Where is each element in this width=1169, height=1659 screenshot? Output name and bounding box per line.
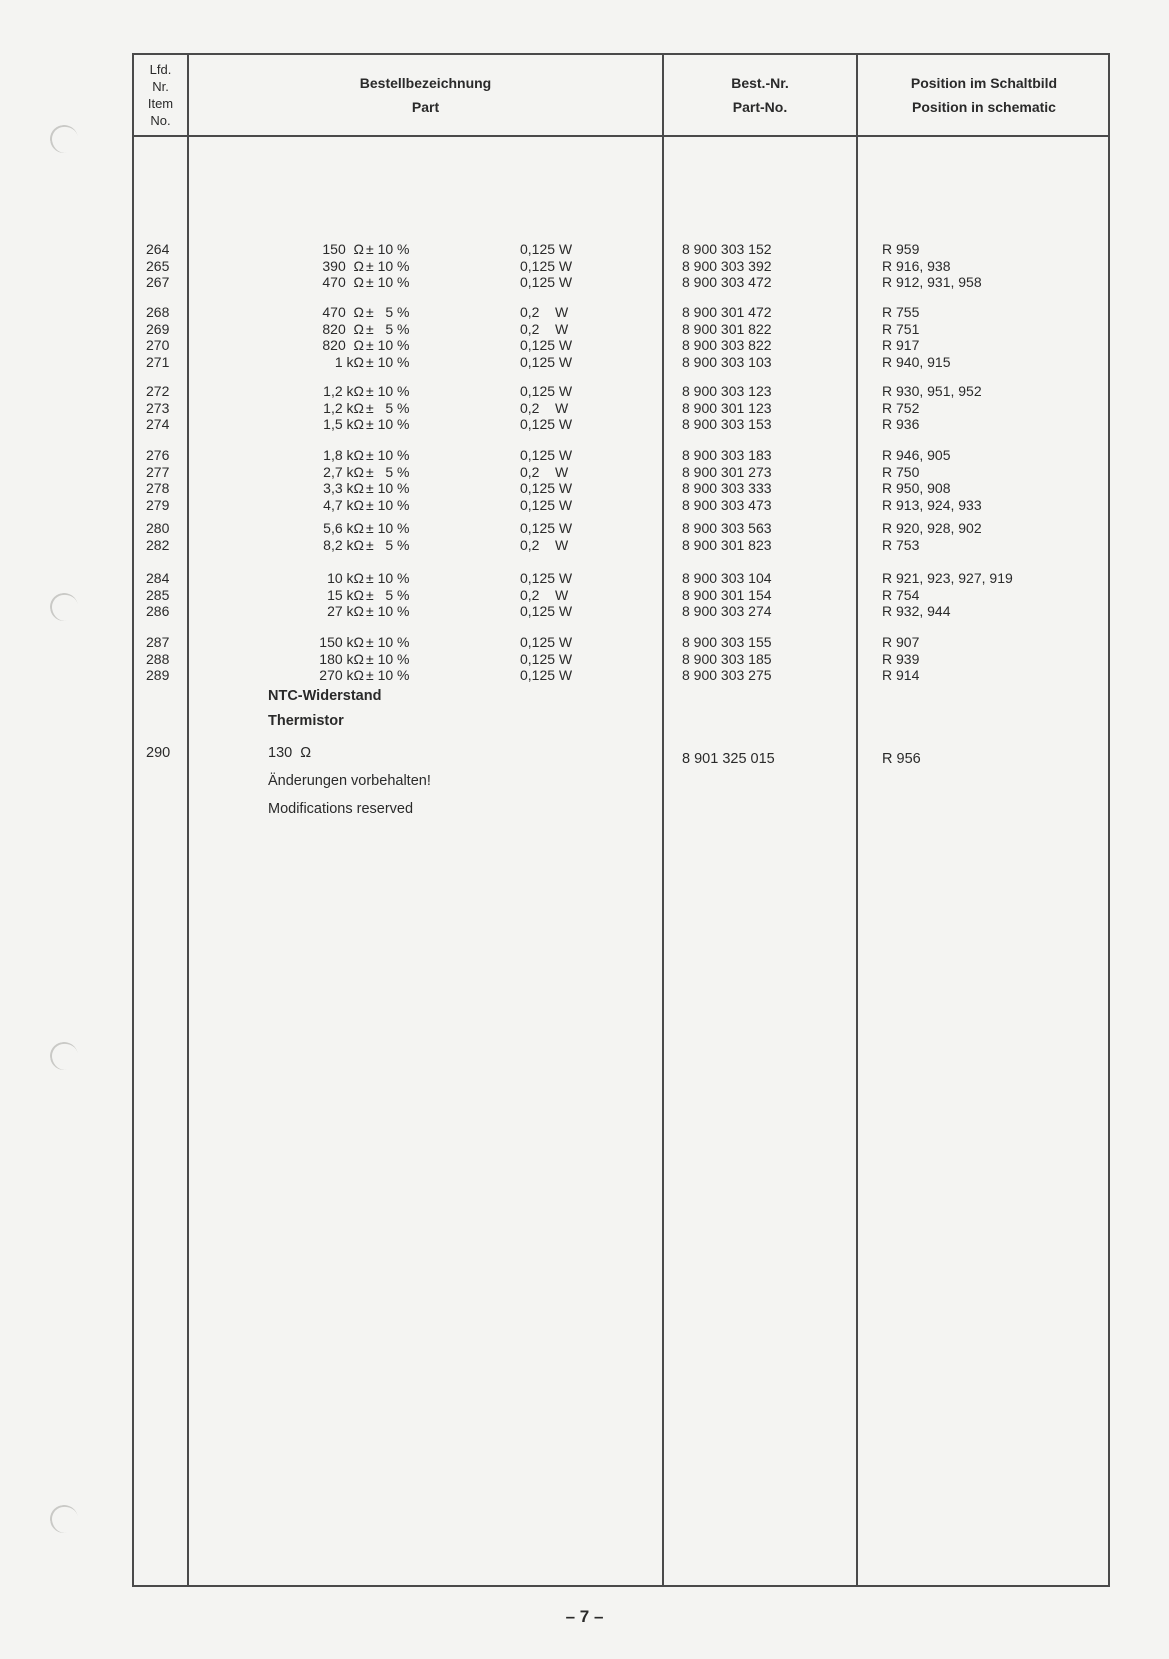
part-number: 8 900 303 333 bbox=[682, 480, 772, 497]
header-part-en: Part bbox=[411, 99, 440, 115]
part-number: 8 900 301 822 bbox=[682, 320, 772, 337]
table-row bbox=[134, 480, 1108, 497]
tolerance: ± 5 % bbox=[366, 463, 410, 480]
schematic-position: R 920, 928, 902 bbox=[882, 520, 982, 536]
parts-table bbox=[132, 53, 1110, 1587]
table-row bbox=[134, 651, 1108, 668]
punch-hole bbox=[48, 591, 80, 623]
wattage: 0,125 W bbox=[520, 603, 573, 620]
tolerance: ± 10 % bbox=[366, 274, 410, 291]
table-row bbox=[134, 634, 1108, 651]
row-group bbox=[134, 570, 1108, 620]
table-row bbox=[134, 603, 1108, 620]
table-row bbox=[134, 537, 1108, 554]
tolerance: ± 10 % bbox=[366, 257, 410, 274]
resistance-value: 15 kΩ bbox=[327, 586, 364, 603]
wattage: 0,2 W bbox=[520, 463, 569, 480]
punch-hole bbox=[48, 1503, 80, 1535]
wattage: 0,125 W bbox=[520, 416, 573, 433]
tolerance: ± 10 % bbox=[366, 337, 410, 354]
resistance-value: 2,7 kΩ bbox=[323, 463, 364, 480]
schematic-position: R 755 bbox=[882, 304, 920, 320]
table-row bbox=[134, 667, 1108, 684]
table-row bbox=[134, 497, 1108, 514]
wattage: 0,125 W bbox=[520, 257, 573, 274]
item-no: 265 bbox=[146, 257, 170, 274]
table-row bbox=[134, 447, 1108, 464]
part-number: 8 900 303 275 bbox=[682, 667, 772, 684]
resistance-value: 5,6 kΩ bbox=[323, 520, 364, 536]
schematic-position: R 936 bbox=[882, 416, 920, 433]
part-number: 8 900 303 123 bbox=[682, 383, 772, 399]
part-number: 8 900 303 473 bbox=[682, 496, 772, 513]
wattage: 0,125 W bbox=[520, 383, 573, 399]
table-row bbox=[134, 258, 1108, 275]
tolerance: ± 5 % bbox=[366, 304, 410, 320]
ntc-position: R 956 bbox=[882, 751, 921, 767]
tolerance: ± 5 % bbox=[366, 536, 410, 553]
resistance-value: 3,3 kΩ bbox=[323, 480, 364, 497]
resistance-value: 150 Ω bbox=[322, 241, 364, 257]
table-row bbox=[134, 383, 1108, 400]
schematic-position: R 940, 915 bbox=[882, 353, 951, 370]
item-no: 279 bbox=[146, 496, 170, 513]
tolerance: ± 10 % bbox=[366, 520, 410, 536]
part-number: 8 900 303 274 bbox=[682, 603, 772, 620]
item-no: 269 bbox=[146, 320, 170, 337]
schematic-position: R 939 bbox=[882, 650, 920, 667]
wattage: 0,125 W bbox=[520, 520, 573, 536]
part-number: 8 900 303 563 bbox=[682, 520, 772, 536]
resistance-value: 180 kΩ bbox=[319, 650, 364, 667]
wattage: 0,125 W bbox=[520, 650, 573, 667]
header-lfd-line: No. bbox=[150, 113, 171, 128]
schematic-position: R 932, 944 bbox=[882, 603, 951, 620]
part-number: 8 900 303 183 bbox=[682, 447, 772, 463]
item-no: 287 bbox=[146, 634, 170, 650]
table-row bbox=[134, 587, 1108, 604]
table-row bbox=[134, 337, 1108, 354]
resistance-value: 470 Ω bbox=[322, 274, 364, 291]
header-part-de: Bestellbezeichnung bbox=[359, 75, 492, 91]
header-part-no bbox=[664, 55, 856, 135]
header-item-no bbox=[134, 55, 187, 135]
tolerance: ± 10 % bbox=[366, 416, 410, 433]
wattage: 0,2 W bbox=[520, 399, 569, 416]
wattage: 0,125 W bbox=[520, 337, 573, 354]
table-row bbox=[134, 354, 1108, 371]
schematic-position: R 752 bbox=[882, 399, 920, 416]
item-no: 285 bbox=[146, 586, 170, 603]
row-group bbox=[134, 520, 1108, 553]
tolerance: ± 10 % bbox=[366, 496, 410, 513]
tolerance: ± 10 % bbox=[366, 650, 410, 667]
part-number: 8 900 303 472 bbox=[682, 274, 772, 291]
resistance-value: 470 Ω bbox=[322, 304, 364, 320]
schematic-position: R 946, 905 bbox=[882, 447, 951, 463]
header-pos-en: Position in schematic bbox=[912, 99, 1056, 115]
wattage: 0,125 W bbox=[520, 241, 573, 257]
item-no: 271 bbox=[146, 353, 170, 370]
table-row bbox=[134, 400, 1108, 417]
schematic-position: R 907 bbox=[882, 634, 920, 650]
schematic-position: R 921, 923, 927, 919 bbox=[882, 570, 1013, 586]
punch-hole bbox=[48, 1040, 80, 1072]
row-group bbox=[134, 383, 1108, 433]
note-en: Modifications reserved bbox=[268, 801, 414, 817]
part-number: 8 900 303 153 bbox=[682, 416, 772, 433]
table-body bbox=[134, 137, 1108, 1585]
row-group bbox=[134, 634, 1108, 684]
wattage: 0,2 W bbox=[520, 586, 569, 603]
header-lfd-line: Item bbox=[147, 96, 174, 111]
part-number: 8 900 301 273 bbox=[682, 463, 772, 480]
ntc-item: 290 bbox=[146, 745, 171, 761]
ntc-part-no: 8 901 325 015 bbox=[682, 751, 775, 767]
wattage: 0,125 W bbox=[520, 480, 573, 497]
wattage: 0,125 W bbox=[520, 496, 573, 513]
resistance-value: 270 kΩ bbox=[319, 667, 364, 684]
item-no: 277 bbox=[146, 463, 170, 480]
item-no: 276 bbox=[146, 447, 170, 463]
wattage: 0,125 W bbox=[520, 353, 573, 370]
item-no: 267 bbox=[146, 274, 170, 291]
part-number: 8 900 303 152 bbox=[682, 241, 772, 257]
row-group bbox=[134, 304, 1108, 370]
item-no: 286 bbox=[146, 603, 170, 620]
table-row bbox=[134, 416, 1108, 433]
resistance-value: 1 kΩ bbox=[334, 353, 364, 370]
tolerance: ± 10 % bbox=[366, 667, 410, 684]
part-number: 8 900 303 185 bbox=[682, 650, 772, 667]
table-row bbox=[134, 274, 1108, 291]
page-number: – 7 – bbox=[565, 1607, 604, 1626]
schematic-position: R 914 bbox=[882, 667, 920, 684]
item-no: 270 bbox=[146, 337, 170, 354]
schematic-position: R 912, 931, 958 bbox=[882, 274, 982, 291]
part-number: 8 900 303 155 bbox=[682, 634, 772, 650]
schematic-position: R 930, 951, 952 bbox=[882, 383, 982, 399]
item-no: 274 bbox=[146, 416, 170, 433]
tolerance: ± 10 % bbox=[366, 570, 410, 586]
resistance-value: 1,2 kΩ bbox=[323, 399, 364, 416]
header-position bbox=[858, 55, 1110, 135]
row-group bbox=[134, 447, 1108, 513]
item-no: 289 bbox=[146, 667, 170, 684]
punch-hole bbox=[48, 123, 80, 155]
resistance-value: 8,2 kΩ bbox=[323, 536, 364, 553]
header-pos-de: Position im Schaltbild bbox=[910, 75, 1058, 91]
part-number: 8 900 303 822 bbox=[682, 337, 772, 354]
schematic-position: R 913, 924, 933 bbox=[882, 496, 982, 513]
tolerance: ± 10 % bbox=[366, 447, 410, 463]
part-number: 8 900 301 154 bbox=[682, 586, 772, 603]
item-no: 280 bbox=[146, 520, 170, 536]
wattage: 0,125 W bbox=[520, 667, 573, 684]
wattage: 0,125 W bbox=[520, 274, 573, 291]
resistance-value: 150 kΩ bbox=[319, 634, 364, 650]
part-number: 8 900 303 104 bbox=[682, 570, 772, 586]
wattage: 0,2 W bbox=[520, 304, 569, 320]
tolerance: ± 10 % bbox=[366, 634, 410, 650]
schematic-position: R 916, 938 bbox=[882, 257, 951, 274]
item-no: 272 bbox=[146, 383, 170, 399]
wattage: 0,125 W bbox=[520, 447, 573, 463]
header-lfd-line: Nr. bbox=[152, 79, 169, 94]
ntc-value: 130 Ω bbox=[268, 745, 312, 761]
resistance-value: 4,7 kΩ bbox=[323, 496, 364, 513]
table-row bbox=[134, 570, 1108, 587]
tolerance: ± 10 % bbox=[366, 480, 410, 497]
wattage: 0,2 W bbox=[520, 536, 569, 553]
header-partno-en: Part-No. bbox=[732, 99, 788, 115]
resistance-value: 390 Ω bbox=[322, 257, 364, 274]
table-row bbox=[134, 520, 1108, 537]
tolerance: ± 5 % bbox=[366, 320, 410, 337]
part-number: 8 900 301 472 bbox=[682, 304, 772, 320]
header-partno-de: Best.-Nr. bbox=[731, 75, 789, 91]
resistance-value: 1,8 kΩ bbox=[323, 447, 364, 463]
wattage: 0,125 W bbox=[520, 570, 573, 586]
item-no: 268 bbox=[146, 304, 170, 320]
resistance-value: 1,5 kΩ bbox=[323, 416, 364, 433]
table-row bbox=[134, 241, 1108, 258]
resistance-value: 1,2 kΩ bbox=[323, 383, 364, 399]
part-number: 8 900 303 392 bbox=[682, 257, 772, 274]
resistance-value: 820 Ω bbox=[322, 337, 364, 354]
schematic-position: R 950, 908 bbox=[882, 480, 951, 497]
note-de: Änderungen vorbehalten! bbox=[268, 773, 431, 789]
tolerance: ± 5 % bbox=[366, 586, 410, 603]
header-lfd-line: Lfd. bbox=[149, 62, 172, 77]
tolerance: ± 10 % bbox=[366, 353, 410, 370]
tolerance: ± 10 % bbox=[366, 383, 410, 399]
table-row bbox=[134, 321, 1108, 338]
item-no: 273 bbox=[146, 399, 170, 416]
table-row bbox=[134, 304, 1108, 321]
table-row bbox=[134, 464, 1108, 481]
ntc-title-de: NTC-Widerstand bbox=[268, 688, 382, 704]
ntc-title-en: Thermistor bbox=[268, 713, 344, 729]
resistance-value: 10 kΩ bbox=[327, 570, 364, 586]
tolerance: ± 5 % bbox=[366, 399, 410, 416]
tolerance: ± 10 % bbox=[366, 603, 410, 620]
resistance-value: 27 kΩ bbox=[327, 603, 364, 620]
row-group bbox=[134, 241, 1108, 291]
item-no: 288 bbox=[146, 650, 170, 667]
schematic-position: R 751 bbox=[882, 320, 920, 337]
header-part bbox=[189, 55, 662, 135]
item-no: 284 bbox=[146, 570, 170, 586]
schematic-position: R 753 bbox=[882, 536, 920, 553]
item-no: 282 bbox=[146, 536, 170, 553]
schematic-position: R 754 bbox=[882, 586, 920, 603]
tolerance: ± 10 % bbox=[366, 241, 410, 257]
part-number: 8 900 301 823 bbox=[682, 536, 772, 553]
part-number: 8 900 301 123 bbox=[682, 399, 772, 416]
part-number: 8 900 303 103 bbox=[682, 353, 772, 370]
resistance-value: 820 Ω bbox=[322, 320, 364, 337]
schematic-position: R 917 bbox=[882, 337, 920, 354]
wattage: 0,125 W bbox=[520, 634, 573, 650]
schematic-position: R 959 bbox=[882, 241, 920, 257]
item-no: 278 bbox=[146, 480, 170, 497]
schematic-position: R 750 bbox=[882, 463, 920, 480]
wattage: 0,2 W bbox=[520, 320, 569, 337]
item-no: 264 bbox=[146, 241, 170, 257]
